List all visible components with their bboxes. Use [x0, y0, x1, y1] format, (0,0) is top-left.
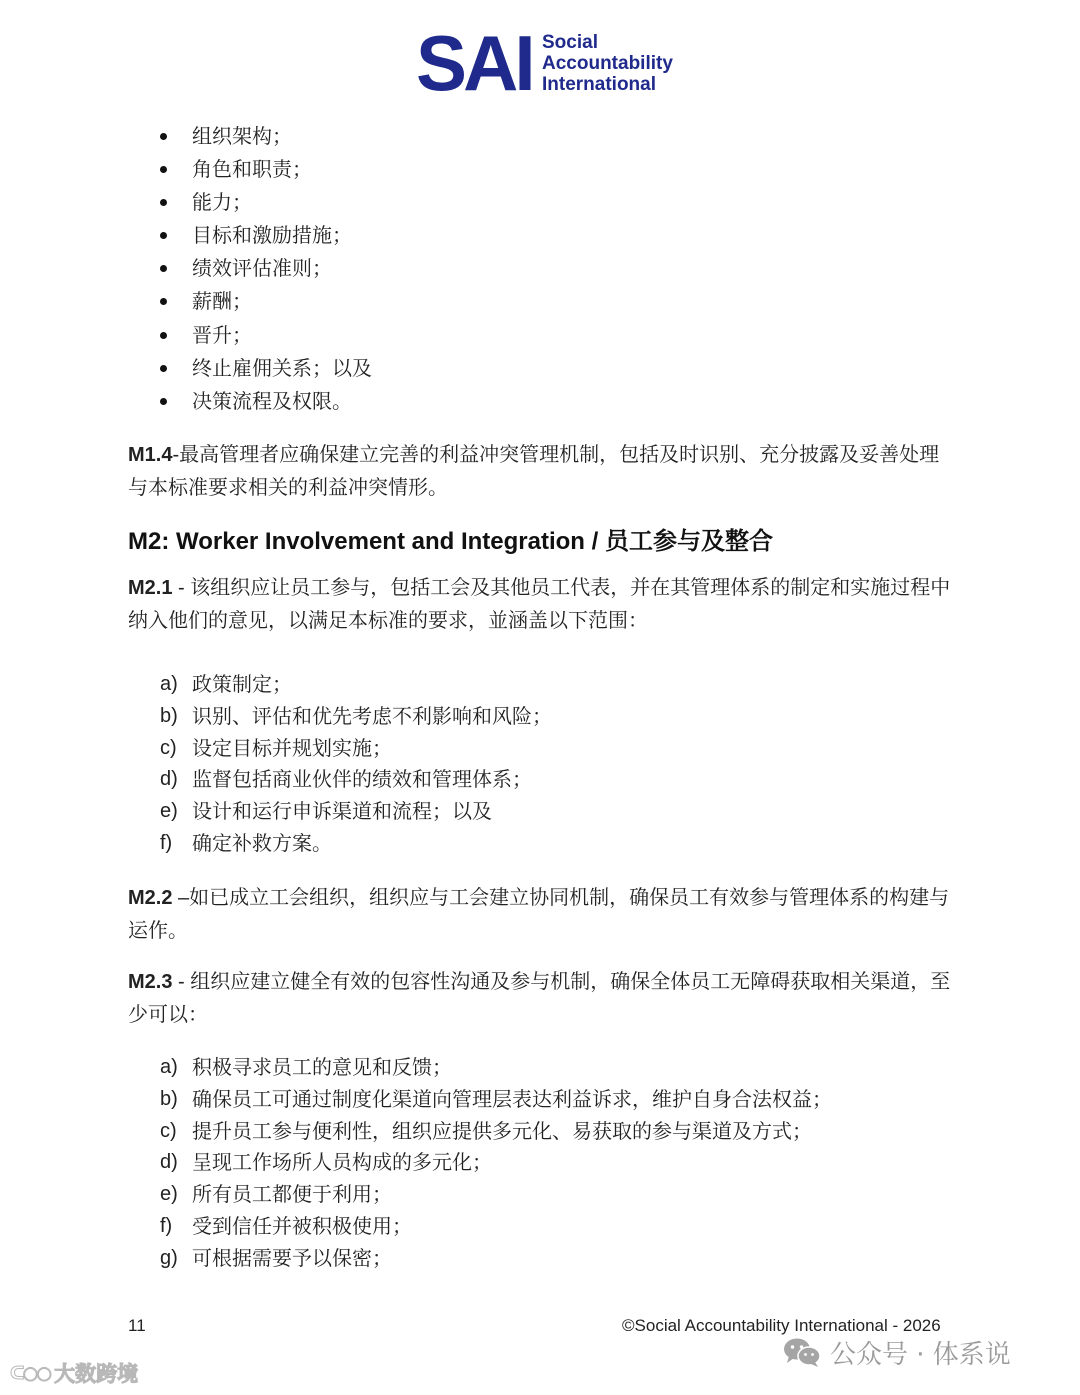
clause-text: 最高管理者应确保建立完善的利益冲突管理机制，包括及时识别、充分披露及妥善处理与本标准要求相关的利益冲突情形。: [128, 442, 940, 499]
wechat-icon: [782, 1336, 822, 1368]
watermark-right: 公众号 · 体系说: [782, 1332, 1011, 1372]
bullet-icon: [160, 199, 167, 206]
list-item: e) 所有员工都便于利用；: [160, 1182, 392, 1207]
list-item: b) 确保员工可通过制度化渠道向管理层表达利益诉求，维护自身合法权益；: [160, 1086, 832, 1111]
list-item: a) 政策制定；: [160, 672, 292, 696]
bullet-icon: [160, 332, 167, 339]
bullet-icon: [160, 166, 167, 173]
list-item: 组织架构；: [160, 120, 372, 153]
clause-code: M2.2: [128, 887, 173, 909]
clause-m2-1: M2.1 - 该组织应让员工参与，包括工会及其他员工代表，并在其管理体系的制定和实施过程中纳入他们的意见，以满足本标准的要求，並涵盖以下范围：: [128, 575, 951, 632]
bullet-icon: [160, 232, 167, 239]
list-item: b) 识别、评估和优先考虑不利影响和风险；: [160, 703, 552, 728]
list-item: 绩效评估准则；: [160, 252, 372, 285]
list-item: 目标和激励措施；: [160, 219, 372, 252]
list-item: 薪酬；: [160, 285, 372, 318]
logo-line-1: Social: [542, 32, 598, 53]
bullet-icon: [160, 365, 167, 372]
bullet-icon: [160, 298, 167, 305]
list-item: g) 可根据需要予以保密；: [160, 1245, 392, 1270]
clause-m2-3: M2.3 - 组织应建立健全有效的包容性沟通及参与机制，确保全体员工无障碍获取相关渠道，至少可以：: [128, 969, 951, 1026]
page-number: 11: [128, 1316, 146, 1335]
logo-line-3: International: [542, 74, 657, 95]
bullet-list: [160, 120, 372, 418]
watermark-left: ᑕ○○ 大数跨境: [10, 1362, 139, 1386]
list-item: c) 提升员工参与便利性，组织应提供多元化、易获取的参与渠道及方式；: [160, 1118, 812, 1143]
clause-code: M2.3: [128, 971, 173, 993]
clause-m1-4: M1.4-最高管理者应确保建立完善的利益冲突管理机制，包括及时识别、充分披露及妥善处理与本标准要求相关的利益冲突情形。: [128, 442, 940, 499]
logo-mark: SAI: [416, 19, 532, 107]
list-item: f) 受到信任并被积极使用；: [160, 1213, 412, 1238]
list-item: 角色和职责；: [160, 153, 372, 186]
list-item: a) 积极寻求员工的意见和反馈；: [160, 1055, 452, 1079]
clause-text: 如已成立工会组织，组织应与工会建立协同机制，确保员工有效参与管理体系的构建与运作。: [128, 885, 950, 942]
list-item: e) 设计和运行申诉渠道和流程；以及: [160, 799, 492, 824]
list-item: 晋升；: [160, 319, 372, 352]
list-item: 终止雇佣关系；以及: [160, 352, 372, 385]
clause-code: M2.1: [128, 577, 173, 599]
list-item: 能力；: [160, 186, 372, 219]
bullet-icon: [160, 133, 167, 140]
list-item: c) 设定目标并规划实施；: [160, 735, 392, 760]
list-item: d) 监督包括商业伙伴的绩效和管理体系；: [160, 767, 532, 792]
section-heading: M2: Worker Involvement and Integration / 员工参与及整合: [128, 527, 773, 555]
copyright-notice: ©Social Accountability International - 2026: [622, 1316, 941, 1335]
watermark-logo-icon: ᑕ○○: [10, 1362, 51, 1384]
m2-1-item-list: [160, 668, 552, 859]
list-item: f) 确定补救方案。: [160, 830, 332, 855]
logo-wordmark: [542, 32, 673, 95]
list-item: d) 呈现工作场所人员构成的多元化；: [160, 1150, 492, 1175]
bullet-icon: [160, 398, 167, 405]
list-item: 决策流程及权限。: [160, 385, 372, 418]
logo-line-2: Accountability: [542, 53, 673, 74]
m2-3-item-list: [160, 1051, 832, 1274]
bullet-icon: [160, 265, 167, 272]
clause-code: M1.4: [128, 444, 173, 466]
clause-text: 该组织应让员工参与，包括工会及其他员工代表，并在其管理体系的制定和实施过程中纳入他们的意见，以满足本标准的要求，並涵盖以下范围：: [128, 575, 951, 632]
clause-text: 组织应建立健全有效的包容性沟通及参与机制，确保全体员工无障碍获取相关渠道，至少可以：: [128, 969, 951, 1026]
sai-logo: [416, 19, 676, 107]
clause-m2-2: M2.2 –如已成立工会组织，组织应与工会建立协同机制，确保员工有效参与管理体系的构建与运作。: [128, 885, 950, 942]
